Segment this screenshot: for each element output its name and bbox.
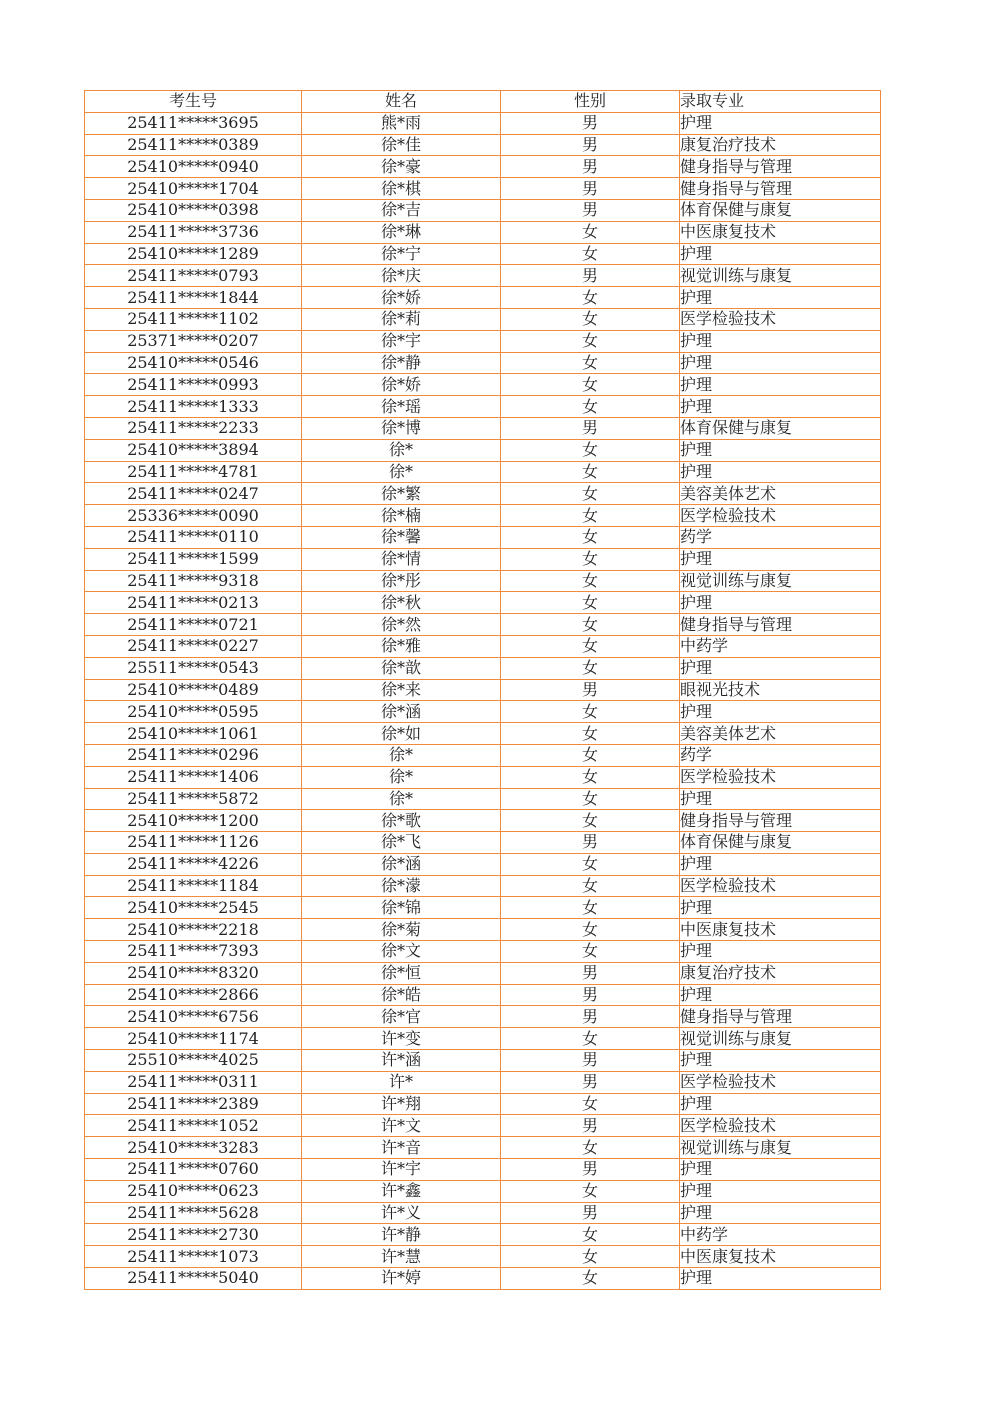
cell-exam-id: 25411*****0389 <box>85 134 302 156</box>
cell-major: 护理 <box>680 243 881 265</box>
cell-gender: 女 <box>501 1224 680 1246</box>
cell-major: 美容美体艺术 <box>680 483 881 505</box>
cell-name: 熊*雨 <box>302 112 501 134</box>
cell-major: 视觉训练与康复 <box>680 1028 881 1050</box>
cell-exam-id: 25411*****3695 <box>85 112 302 134</box>
cell-exam-id: 25410*****2866 <box>85 984 302 1006</box>
cell-exam-id: 25411*****0760 <box>85 1159 302 1181</box>
cell-name: 徐*雅 <box>302 635 501 657</box>
table-row <box>85 832 881 854</box>
cell-major: 药学 <box>680 526 881 548</box>
table-row <box>85 723 881 745</box>
cell-major: 体育保健与康复 <box>680 832 881 854</box>
cell-exam-id: 25410*****0546 <box>85 352 302 374</box>
cell-gender: 女 <box>501 1268 680 1290</box>
table-row <box>85 178 881 200</box>
cell-exam-id: 25410*****0940 <box>85 156 302 178</box>
table-row <box>85 592 881 614</box>
cell-gender: 男 <box>501 112 680 134</box>
column-header-name: 姓名 <box>302 91 501 113</box>
cell-gender: 男 <box>501 1006 680 1028</box>
table-row <box>85 984 881 1006</box>
cell-name: 许*婷 <box>302 1268 501 1290</box>
cell-gender: 女 <box>501 396 680 418</box>
cell-gender: 女 <box>501 483 680 505</box>
cell-exam-id: 25411*****1052 <box>85 1115 302 1137</box>
table-row <box>85 352 881 374</box>
table-row <box>85 308 881 330</box>
cell-gender: 女 <box>501 308 680 330</box>
cell-major: 护理 <box>680 657 881 679</box>
cell-name: 徐* <box>302 439 501 461</box>
cell-gender: 男 <box>501 265 680 287</box>
cell-exam-id: 25410*****1061 <box>85 723 302 745</box>
cell-gender: 女 <box>501 1180 680 1202</box>
cell-major: 中医康复技术 <box>680 1246 881 1268</box>
cell-major: 医学检验技术 <box>680 1071 881 1093</box>
cell-gender: 男 <box>501 134 680 156</box>
cell-exam-id: 25411*****3736 <box>85 221 302 243</box>
cell-name: 许*变 <box>302 1028 501 1050</box>
cell-gender: 男 <box>501 156 680 178</box>
cell-major: 护理 <box>680 374 881 396</box>
cell-exam-id: 25336*****0090 <box>85 505 302 527</box>
cell-name: 徐* <box>302 744 501 766</box>
cell-gender: 女 <box>501 352 680 374</box>
cell-gender: 女 <box>501 526 680 548</box>
cell-exam-id: 25411*****1599 <box>85 548 302 570</box>
cell-gender: 男 <box>501 1159 680 1181</box>
cell-gender: 男 <box>501 679 680 701</box>
table-row <box>85 112 881 134</box>
cell-name: 徐*莉 <box>302 308 501 330</box>
cell-name: 徐*楠 <box>302 505 501 527</box>
cell-major: 康复治疗技术 <box>680 962 881 984</box>
cell-major: 健身指导与管理 <box>680 178 881 200</box>
cell-exam-id: 25411*****0311 <box>85 1071 302 1093</box>
cell-name: 徐*歆 <box>302 657 501 679</box>
cell-name: 徐*琳 <box>302 221 501 243</box>
table-row <box>85 1137 881 1159</box>
cell-name: 徐*歌 <box>302 810 501 832</box>
cell-gender: 女 <box>501 461 680 483</box>
table-row <box>85 1050 881 1072</box>
cell-gender: 男 <box>501 1050 680 1072</box>
cell-gender: 男 <box>501 417 680 439</box>
cell-major: 护理 <box>680 1202 881 1224</box>
cell-exam-id: 25410*****8320 <box>85 962 302 984</box>
cell-exam-id: 25411*****1406 <box>85 766 302 788</box>
cell-name: 许*慧 <box>302 1246 501 1268</box>
cell-name: 许*静 <box>302 1224 501 1246</box>
cell-name: 徐*恒 <box>302 962 501 984</box>
cell-name: 徐*豪 <box>302 156 501 178</box>
cell-exam-id: 25410*****1200 <box>85 810 302 832</box>
cell-gender: 女 <box>501 570 680 592</box>
cell-exam-id: 25410*****1704 <box>85 178 302 200</box>
cell-major: 护理 <box>680 788 881 810</box>
cell-exam-id: 25411*****0213 <box>85 592 302 614</box>
cell-name: 徐*博 <box>302 417 501 439</box>
cell-name: 徐*文 <box>302 941 501 963</box>
cell-name: 徐*馨 <box>302 526 501 548</box>
table-row <box>85 505 881 527</box>
cell-name: 徐*静 <box>302 352 501 374</box>
cell-gender: 男 <box>501 199 680 221</box>
cell-major: 医学检验技术 <box>680 1115 881 1137</box>
cell-exam-id: 25411*****2389 <box>85 1093 302 1115</box>
cell-gender: 女 <box>501 1137 680 1159</box>
cell-gender: 女 <box>501 592 680 614</box>
cell-exam-id: 25410*****1289 <box>85 243 302 265</box>
cell-exam-id: 25371*****0207 <box>85 330 302 352</box>
cell-major: 护理 <box>680 330 881 352</box>
table-row <box>85 243 881 265</box>
cell-major: 护理 <box>680 396 881 418</box>
cell-gender: 女 <box>501 723 680 745</box>
column-header-gender: 性别 <box>501 91 680 113</box>
cell-major: 医学检验技术 <box>680 505 881 527</box>
cell-exam-id: 25410*****2545 <box>85 897 302 919</box>
cell-exam-id: 25411*****0993 <box>85 374 302 396</box>
cell-exam-id: 25411*****1844 <box>85 287 302 309</box>
table-row <box>85 330 881 352</box>
cell-gender: 女 <box>501 919 680 941</box>
table-body <box>85 112 881 1289</box>
cell-name: 徐*宇 <box>302 330 501 352</box>
cell-name: 徐*吉 <box>302 199 501 221</box>
cell-name: 徐*繁 <box>302 483 501 505</box>
cell-major: 中医康复技术 <box>680 221 881 243</box>
cell-major: 健身指导与管理 <box>680 614 881 636</box>
cell-gender: 女 <box>501 766 680 788</box>
table-row <box>85 875 881 897</box>
cell-name: 徐*情 <box>302 548 501 570</box>
cell-name: 许*鑫 <box>302 1180 501 1202</box>
table-row <box>85 1180 881 1202</box>
cell-gender: 女 <box>501 439 680 461</box>
table-row <box>85 570 881 592</box>
cell-major: 健身指导与管理 <box>680 1006 881 1028</box>
cell-exam-id: 25411*****0793 <box>85 265 302 287</box>
cell-gender: 女 <box>501 1093 680 1115</box>
cell-gender: 女 <box>501 1028 680 1050</box>
table-row <box>85 439 881 461</box>
cell-name: 徐*涵 <box>302 853 501 875</box>
cell-name: 徐*然 <box>302 614 501 636</box>
table-row <box>85 461 881 483</box>
cell-gender: 男 <box>501 1115 680 1137</box>
cell-exam-id: 25411*****7393 <box>85 941 302 963</box>
table-row <box>85 374 881 396</box>
cell-name: 徐*来 <box>302 679 501 701</box>
cell-gender: 男 <box>501 984 680 1006</box>
cell-gender: 女 <box>501 505 680 527</box>
cell-gender: 男 <box>501 962 680 984</box>
cell-major: 视觉训练与康复 <box>680 570 881 592</box>
cell-gender: 女 <box>501 897 680 919</box>
table-row <box>85 853 881 875</box>
cell-gender: 女 <box>501 1246 680 1268</box>
cell-gender: 女 <box>501 287 680 309</box>
cell-exam-id: 25411*****1126 <box>85 832 302 854</box>
cell-major: 护理 <box>680 439 881 461</box>
table-row <box>85 614 881 636</box>
cell-name: 徐* <box>302 461 501 483</box>
cell-exam-id: 25410*****0623 <box>85 1180 302 1202</box>
cell-gender: 男 <box>501 832 680 854</box>
cell-gender: 男 <box>501 178 680 200</box>
cell-name: 徐*官 <box>302 1006 501 1028</box>
table-row <box>85 788 881 810</box>
cell-major: 护理 <box>680 1180 881 1202</box>
cell-exam-id: 25411*****9318 <box>85 570 302 592</box>
cell-name: 徐*涵 <box>302 701 501 723</box>
cell-major: 视觉训练与康复 <box>680 1137 881 1159</box>
table-row <box>85 396 881 418</box>
cell-name: 徐*飞 <box>302 832 501 854</box>
table-row <box>85 962 881 984</box>
cell-exam-id: 25411*****0296 <box>85 744 302 766</box>
table-row <box>85 1159 881 1181</box>
cell-exam-id: 25411*****0247 <box>85 483 302 505</box>
cell-major: 护理 <box>680 548 881 570</box>
cell-major: 护理 <box>680 1093 881 1115</box>
table-row <box>85 1093 881 1115</box>
table-row <box>85 679 881 701</box>
cell-name: 徐*庆 <box>302 265 501 287</box>
cell-exam-id: 25411*****5040 <box>85 1268 302 1290</box>
table-row <box>85 417 881 439</box>
cell-name: 徐*娇 <box>302 374 501 396</box>
cell-exam-id: 25411*****4781 <box>85 461 302 483</box>
table-row <box>85 199 881 221</box>
table-row <box>85 657 881 679</box>
cell-exam-id: 25411*****2730 <box>85 1224 302 1246</box>
cell-gender: 女 <box>501 221 680 243</box>
cell-gender: 女 <box>501 941 680 963</box>
cell-exam-id: 25411*****0721 <box>85 614 302 636</box>
cell-exam-id: 25411*****5872 <box>85 788 302 810</box>
table-row <box>85 265 881 287</box>
cell-major: 中医康复技术 <box>680 919 881 941</box>
table-row <box>85 897 881 919</box>
cell-name: 徐*秋 <box>302 592 501 614</box>
table-row <box>85 941 881 963</box>
cell-major: 医学检验技术 <box>680 308 881 330</box>
cell-name: 许* <box>302 1071 501 1093</box>
table-row <box>85 635 881 657</box>
admission-list-table <box>84 90 881 1290</box>
column-header-exam-id: 考生号 <box>85 91 302 113</box>
cell-major: 健身指导与管理 <box>680 810 881 832</box>
cell-exam-id: 25411*****5628 <box>85 1202 302 1224</box>
cell-exam-id: 25411*****2233 <box>85 417 302 439</box>
cell-exam-id: 25411*****1333 <box>85 396 302 418</box>
table-row <box>85 1224 881 1246</box>
cell-major: 护理 <box>680 592 881 614</box>
cell-major: 护理 <box>680 897 881 919</box>
cell-name: 徐*菊 <box>302 919 501 941</box>
cell-exam-id: 25510*****4025 <box>85 1050 302 1072</box>
cell-major: 医学检验技术 <box>680 875 881 897</box>
cell-name: 徐* <box>302 766 501 788</box>
cell-name: 徐*瑶 <box>302 396 501 418</box>
table-row <box>85 744 881 766</box>
cell-exam-id: 25410*****2218 <box>85 919 302 941</box>
cell-major: 护理 <box>680 112 881 134</box>
cell-gender: 女 <box>501 635 680 657</box>
table-row <box>85 1028 881 1050</box>
cell-major: 中药学 <box>680 635 881 657</box>
cell-exam-id: 25411*****1073 <box>85 1246 302 1268</box>
cell-major: 护理 <box>680 461 881 483</box>
cell-major: 护理 <box>680 1159 881 1181</box>
cell-exam-id: 25410*****3894 <box>85 439 302 461</box>
table-row <box>85 810 881 832</box>
cell-gender: 女 <box>501 875 680 897</box>
cell-gender: 女 <box>501 614 680 636</box>
cell-gender: 女 <box>501 788 680 810</box>
cell-name: 徐*彤 <box>302 570 501 592</box>
cell-major: 中药学 <box>680 1224 881 1246</box>
cell-name: 许*宇 <box>302 1159 501 1181</box>
cell-major: 体育保健与康复 <box>680 199 881 221</box>
cell-gender: 女 <box>501 330 680 352</box>
cell-gender: 女 <box>501 701 680 723</box>
cell-exam-id: 25410*****0595 <box>85 701 302 723</box>
cell-major: 医学检验技术 <box>680 766 881 788</box>
cell-major: 护理 <box>680 701 881 723</box>
cell-major: 康复治疗技术 <box>680 134 881 156</box>
cell-major: 美容美体艺术 <box>680 723 881 745</box>
cell-gender: 女 <box>501 548 680 570</box>
cell-exam-id: 25410*****0398 <box>85 199 302 221</box>
table-row <box>85 919 881 941</box>
cell-exam-id: 25410*****1174 <box>85 1028 302 1050</box>
table-row <box>85 1071 881 1093</box>
cell-name: 许*涵 <box>302 1050 501 1072</box>
cell-gender: 男 <box>501 1071 680 1093</box>
cell-exam-id: 25410*****0489 <box>85 679 302 701</box>
table-row <box>85 134 881 156</box>
column-header-major: 录取专业 <box>680 91 881 113</box>
cell-name: 徐*濛 <box>302 875 501 897</box>
table-row <box>85 766 881 788</box>
cell-name: 许*文 <box>302 1115 501 1137</box>
table-row <box>85 1268 881 1290</box>
table-row <box>85 526 881 548</box>
cell-major: 护理 <box>680 984 881 1006</box>
table-row <box>85 483 881 505</box>
cell-name: 徐*娇 <box>302 287 501 309</box>
cell-gender: 女 <box>501 657 680 679</box>
cell-major: 护理 <box>680 1050 881 1072</box>
cell-major: 眼视光技术 <box>680 679 881 701</box>
table-row <box>85 1246 881 1268</box>
cell-major: 健身指导与管理 <box>680 156 881 178</box>
cell-exam-id: 25411*****4226 <box>85 853 302 875</box>
table-row <box>85 1115 881 1137</box>
table-row <box>85 287 881 309</box>
cell-major: 护理 <box>680 352 881 374</box>
table-header-row <box>85 91 881 113</box>
cell-name: 许*义 <box>302 1202 501 1224</box>
cell-gender: 女 <box>501 853 680 875</box>
cell-name: 许*翔 <box>302 1093 501 1115</box>
cell-gender: 女 <box>501 243 680 265</box>
cell-major: 护理 <box>680 1268 881 1290</box>
table-row <box>85 156 881 178</box>
cell-name: 徐* <box>302 788 501 810</box>
cell-gender: 男 <box>501 1202 680 1224</box>
cell-gender: 女 <box>501 810 680 832</box>
cell-name: 许*音 <box>302 1137 501 1159</box>
cell-gender: 女 <box>501 374 680 396</box>
table-row <box>85 701 881 723</box>
table-row <box>85 1006 881 1028</box>
cell-major: 药学 <box>680 744 881 766</box>
cell-exam-id: 25410*****3283 <box>85 1137 302 1159</box>
cell-name: 徐*锦 <box>302 897 501 919</box>
cell-exam-id: 25411*****1102 <box>85 308 302 330</box>
cell-exam-id: 25411*****1184 <box>85 875 302 897</box>
table-row <box>85 548 881 570</box>
cell-gender: 女 <box>501 744 680 766</box>
cell-major: 护理 <box>680 287 881 309</box>
cell-exam-id: 25411*****0227 <box>85 635 302 657</box>
cell-name: 徐*皓 <box>302 984 501 1006</box>
cell-name: 徐*宁 <box>302 243 501 265</box>
cell-major: 视觉训练与康复 <box>680 265 881 287</box>
cell-exam-id: 25511*****0543 <box>85 657 302 679</box>
cell-exam-id: 25411*****0110 <box>85 526 302 548</box>
cell-exam-id: 25410*****6756 <box>85 1006 302 1028</box>
cell-major: 护理 <box>680 853 881 875</box>
cell-major: 体育保健与康复 <box>680 417 881 439</box>
cell-name: 徐*棋 <box>302 178 501 200</box>
table-row <box>85 1202 881 1224</box>
cell-name: 徐*佳 <box>302 134 501 156</box>
table-row <box>85 221 881 243</box>
cell-major: 护理 <box>680 941 881 963</box>
cell-name: 徐*如 <box>302 723 501 745</box>
